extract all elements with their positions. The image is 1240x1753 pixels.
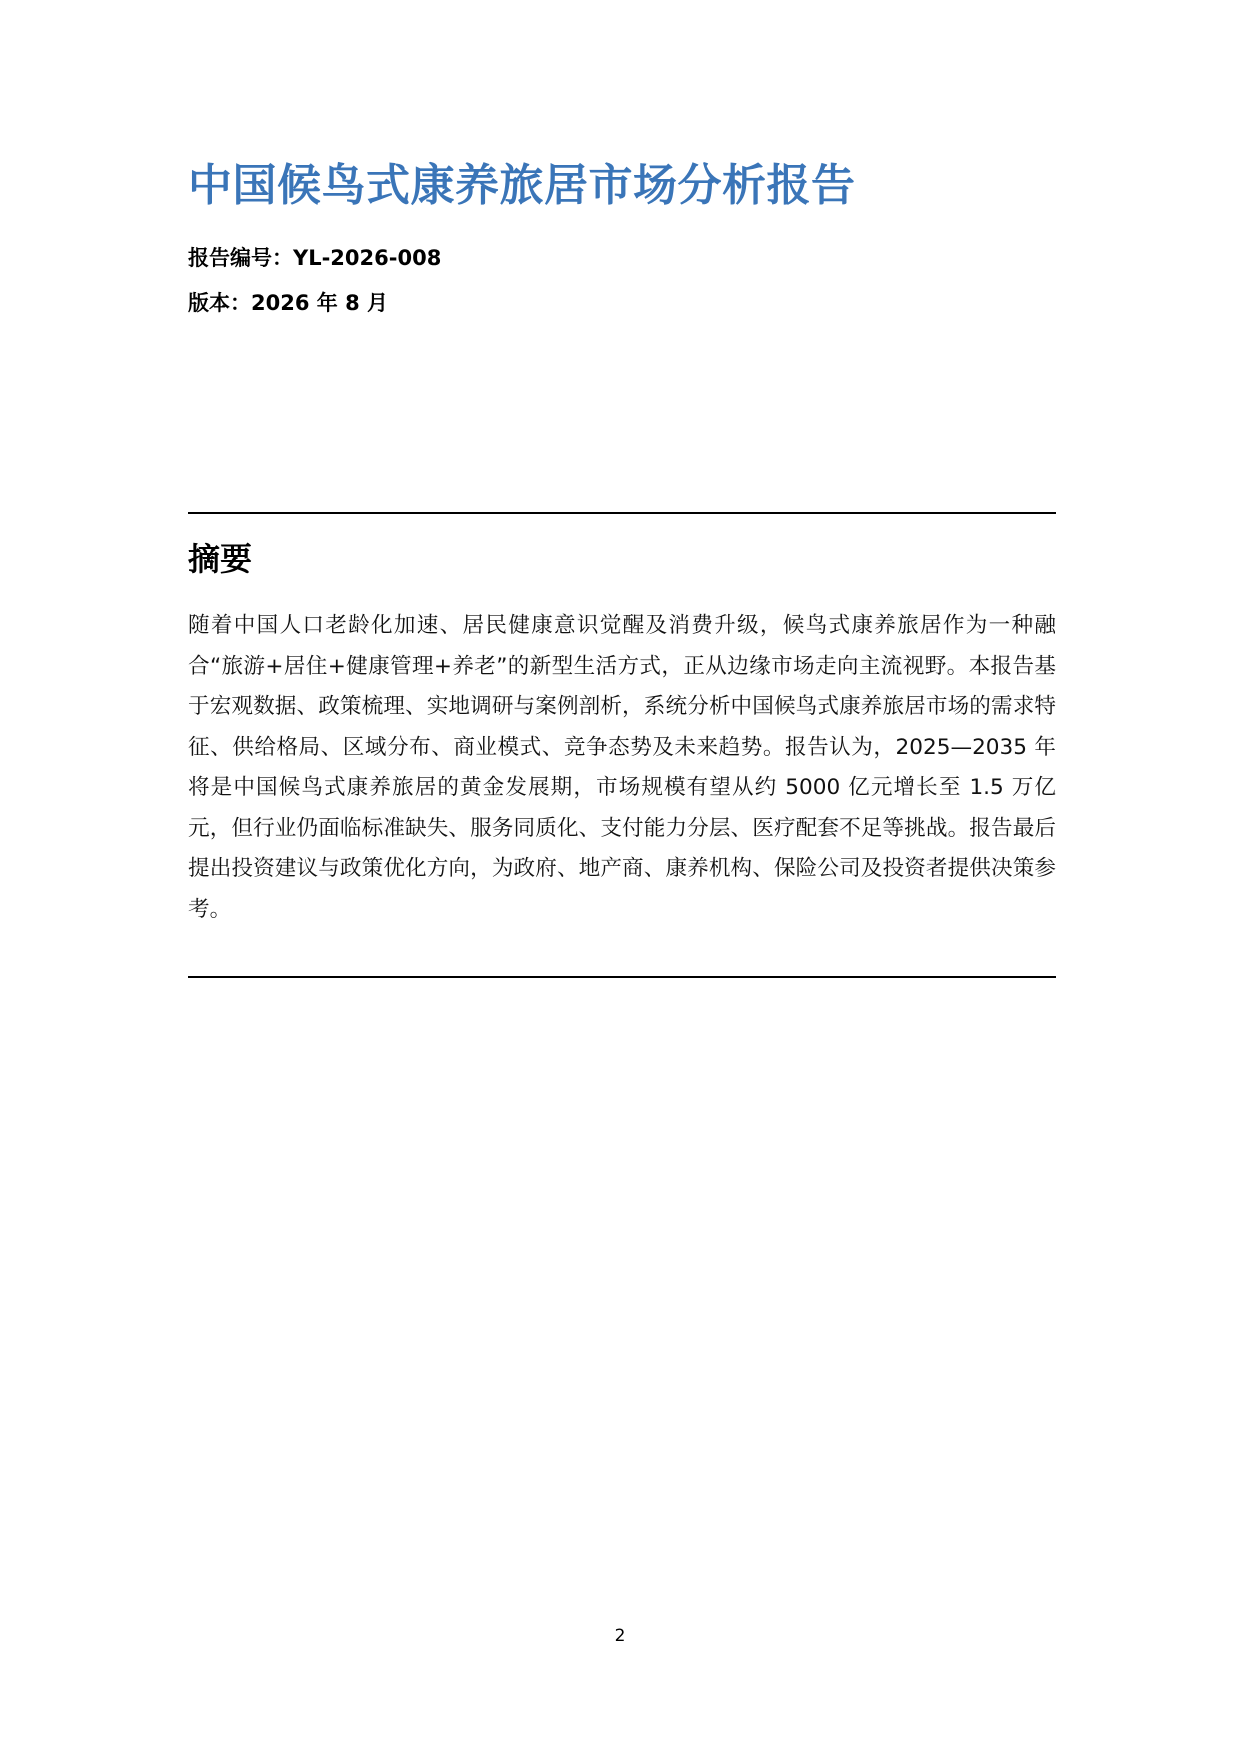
abstract-heading: 摘要 xyxy=(188,540,253,578)
report-number: 报告编号：YL-2026-008 xyxy=(188,246,442,270)
abstract-body: 随着中国人口老龄化加速、居民健康意识觉醒及消费升级，候鸟式康养旅居作为一种融合“旅游+居住+健康管理+养老”的新型生活方式，正从边缘市场走向主流视野。本报告基于宏观数据、政策梳理、实地调研与案例剖析，系统分析中国候鸟式康养旅居市场的需求特征、供给格局、区域分布、商业模式、竞争态势及未来趋势。报告认为，2025—2035 年将是中国候鸟式康养旅居的黄金发展期，市场规模有望从约 5000 亿元增长至 1.5 万亿元，但行业仍面临标准缺失、服务同质化、支付能力分层、医疗配套不足等挑战。报告最后提出投资建议与政策优化方向，为政府、地产商、康养机构、保险公司及投资者提供决策参考。 xyxy=(188,613,1056,922)
report-version: 版本：2026 年 8 月 xyxy=(188,291,388,315)
report-title: 中国候鸟式康养旅居市场分析报告 xyxy=(188,160,856,211)
divider-bottom xyxy=(188,976,1056,978)
divider-top xyxy=(188,512,1056,514)
page-number: 2 xyxy=(614,1626,626,1646)
